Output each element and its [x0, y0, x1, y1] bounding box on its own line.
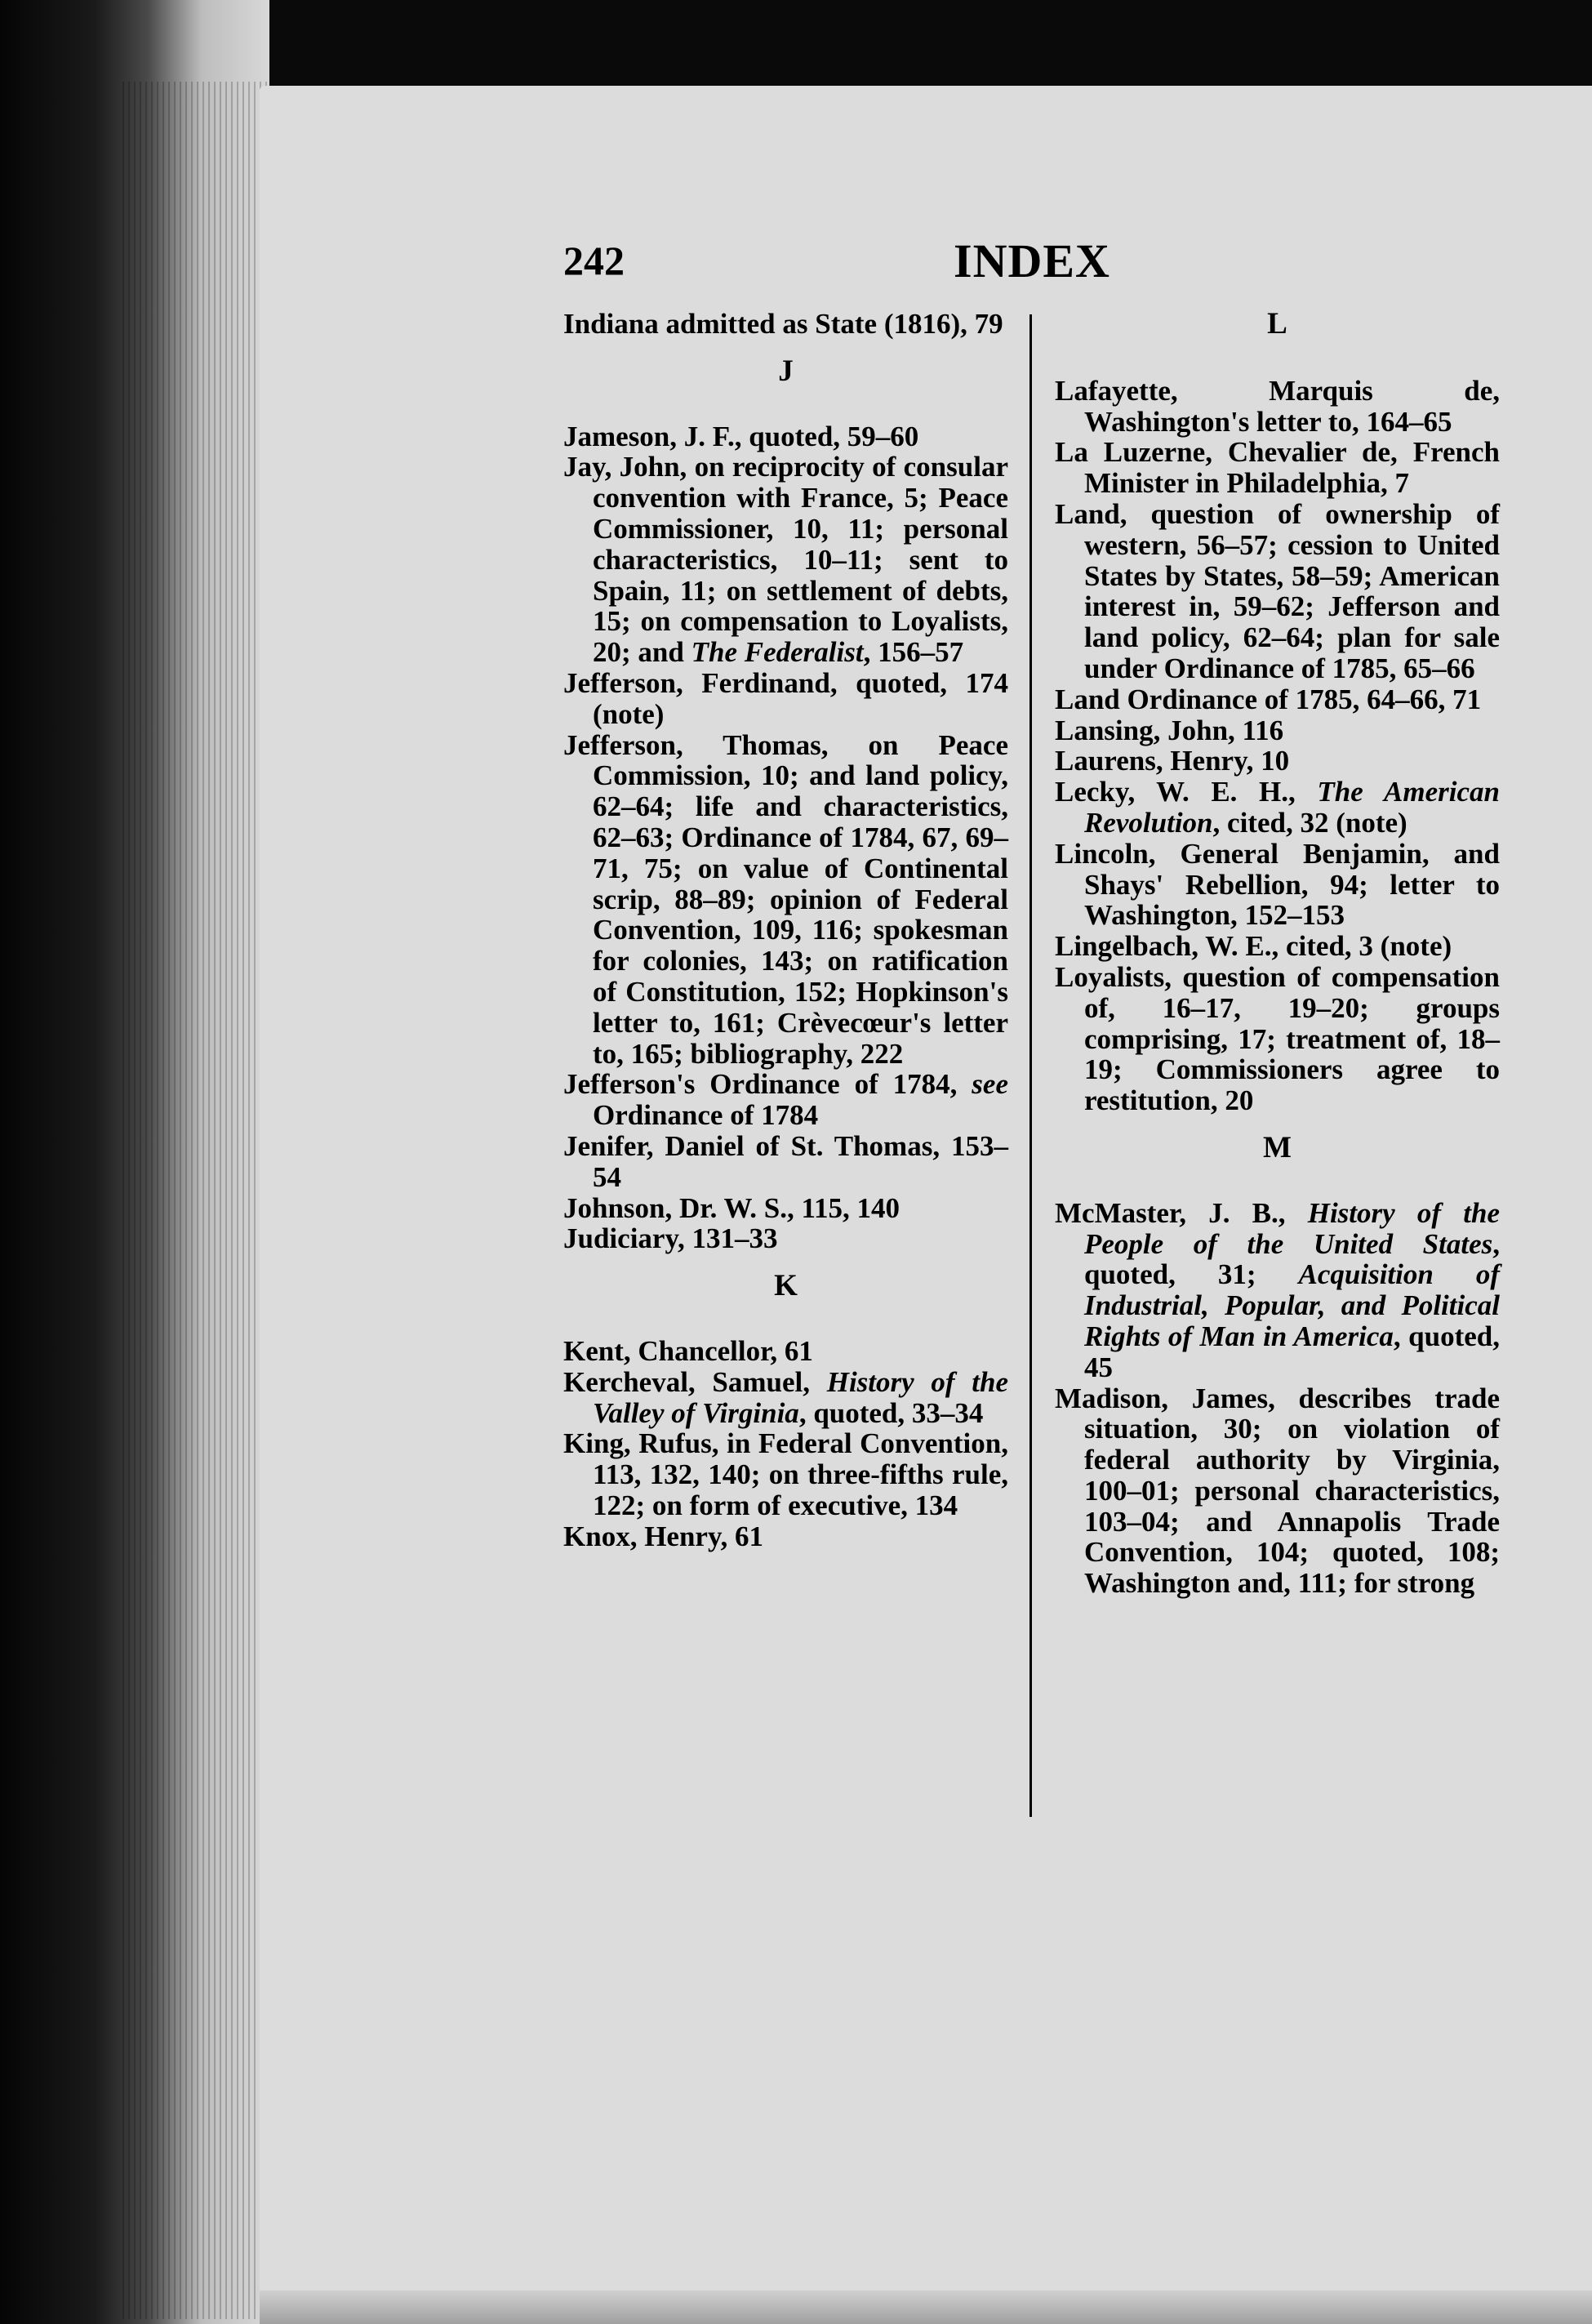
index-entry-text: Knox, Henry, 61: [563, 1520, 764, 1552]
page-bottom-edge: [260, 2291, 1592, 2324]
page-edges: [122, 82, 269, 2319]
index-entry: [1055, 684, 1500, 715]
index-entry: [563, 309, 1008, 340]
index-entry-text: , cited, 32 (note): [1212, 806, 1407, 839]
index-entry-text: Land, question of ownership of western, 56–57; cession to United States by States, 58–59; American interest in, 59–62; Jefferson and land policy, 62–64; plan for sale under Ordinance of 1785, 65–66: [1055, 497, 1500, 684]
index-entry: [563, 1367, 1008, 1429]
index-entry-text: , 156–57: [863, 636, 964, 669]
index-entry-title: The American Revolution: [1084, 776, 1500, 839]
index-entry: [1055, 746, 1500, 777]
index-entry: [563, 1521, 1008, 1552]
index-entry: [1055, 1383, 1500, 1600]
index-entry-title: History of the Valley of Virginia: [593, 1365, 1008, 1429]
index-column-right: [1055, 309, 1500, 1599]
page-header: [563, 234, 1510, 294]
index-entry-text: Lansing, John, 116: [1055, 714, 1284, 746]
index-entry-title: The Federalist: [691, 636, 864, 669]
index-entry-text: , quoted, 45: [1084, 1320, 1500, 1383]
index-entry: [1055, 437, 1500, 499]
index-entry: [1055, 777, 1500, 839]
index-entry-text: , quoted, 33–34: [798, 1396, 984, 1429]
index-entry: [1055, 931, 1500, 962]
index-entry-text: Jenifer, Daniel of St. Thomas, 153–54: [563, 1129, 1008, 1193]
column-divider: [1029, 314, 1032, 1817]
index-entry-text: Judiciary, 131–33: [563, 1222, 778, 1255]
index-entry-text: , quoted, 31;: [1084, 1227, 1500, 1291]
index-entry-text: Lecky, W. E. H.,: [1055, 776, 1318, 808]
index-entry-text: Lingelbach, W. E., cited, 3 (note): [1055, 930, 1452, 963]
index-entry-text: Johnson, Dr. W. S., 115, 140: [563, 1191, 901, 1224]
index-entry: [1055, 839, 1500, 931]
index-entry-text: Laurens, Henry, 10: [1055, 745, 1290, 777]
index-entry: [563, 452, 1008, 668]
index-entry: [1055, 715, 1500, 746]
index-entry-text: Jay, John, on reciprocity of consular convention with France, 5; Peace Commissioner, 10, 11; personal characteristics, 10–11; sent to Spain, 11; on settlement of debts, 15; on compensation to Loyalists, 20; and: [563, 451, 1008, 669]
index-entry: [563, 1428, 1008, 1520]
index-entry-text: Lincoln, General Benjamin, and Shays' Rebellion, 94; letter to Washington, 152–153: [1055, 837, 1500, 932]
index-entry-text: Jameson, J. F., quoted, 59–60: [563, 420, 919, 452]
index-entry-text: Lafayette, Marquis de, Washington's letter to, 164–65: [1055, 374, 1500, 438]
index-entry: [1055, 376, 1500, 438]
running-head: INDEX: [954, 234, 1110, 287]
index-entry: [563, 421, 1008, 452]
index-entry: [563, 668, 1008, 730]
page-number: 242: [563, 238, 625, 283]
index-entry: [563, 1223, 1008, 1254]
index-entry-text: McMaster, J. B.,: [1055, 1196, 1308, 1229]
index-entry: [563, 730, 1008, 1070]
index-entry-text: Kercheval, Samuel,: [563, 1365, 827, 1398]
index-entry: [1055, 962, 1500, 1116]
index-entry-text: Kent, Chancellor, 61: [563, 1334, 813, 1367]
index-letter-heading: J: [778, 354, 794, 388]
index-column-left: [563, 309, 1008, 1552]
index-entry-text: Madison, James, describes trade situation, 30; on violation of federal authority by Virginia, 100–01; personal characteristics, 103–04; and Annapolis Trade Convention, 104; quoted, 108; Washington and, 111; for strong: [1055, 1382, 1500, 1600]
index-letter-heading: K: [774, 1269, 798, 1303]
index-entry-title: Acquisition of Industrial, Popular, and Political Rights of Man in America: [1084, 1258, 1501, 1352]
index-entry: [563, 1193, 1008, 1224]
index-letter-heading: L: [1267, 307, 1287, 341]
index-entry-text: Land Ordinance of 1785, 64–66, 71: [1055, 683, 1482, 715]
index-entry-title: see: [972, 1068, 1008, 1101]
index-entry-title: History of the People of the United States: [1084, 1196, 1500, 1260]
index-entry-text: King, Rufus, in Federal Convention, 113, 132, 140; on three-fifths rule, 122; on form of executive, 134: [563, 1427, 1008, 1521]
index-entry-text: Loyalists, question of compensation of, 16–17, 19–20; groups comprising, 17; treatment of, 18–19; Commissioners agree to restitution, 20: [1055, 960, 1500, 1117]
index-entry: [1055, 499, 1500, 684]
index-entry: [563, 1336, 1008, 1367]
index-entry: [563, 1131, 1008, 1193]
index-entry-text: Jefferson, Ferdinand, quoted, 174 (note): [563, 666, 1008, 730]
index-entry-text: Ordinance of 1784: [593, 1099, 819, 1132]
index-entry-text: Jefferson, Thomas, on Peace Commission, 10; and land policy, 62–64; life and characteristics, 62–63; Ordinance of 1784, 67, 69–71, 75; on value of Continental scrip, 88–89; opinion of Federal Convention, 109, 116; spokesman for colonies, 143; on ratification of Constitution, 152; Hopkinson's letter to, 161; Crèvecœur's letter to, 165; bibliography, 222: [563, 728, 1008, 1070]
index-letter-heading: M: [1263, 1130, 1292, 1164]
index-entry: [563, 1069, 1008, 1131]
index-entry: [1055, 1198, 1500, 1383]
index-entry-text: Jefferson's Ordinance of 1784,: [563, 1068, 972, 1101]
index-entry-text: La Luzerne, Chevalier de, French Minister in Philadelphia, 7: [1055, 436, 1500, 500]
index-entry-text: Indiana admitted as State (1816), 79: [563, 308, 1003, 340]
